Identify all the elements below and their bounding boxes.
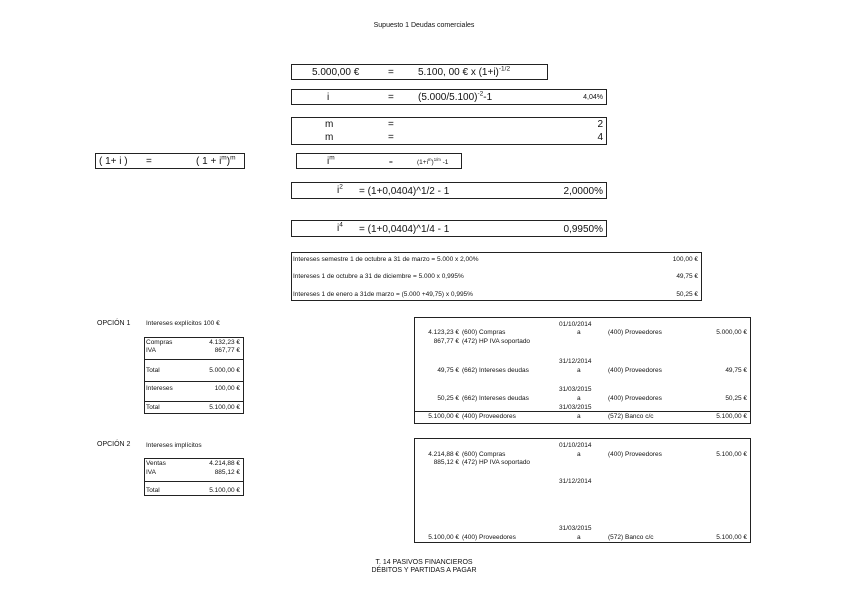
footer-line-2: DÉBITOS Y PARTIDAS A PAGAR	[371, 567, 477, 574]
equation-box-i2	[291, 182, 607, 199]
interest-value-3: 50,25 €	[676, 291, 698, 298]
formula-left-a: ( 1+ i )	[99, 156, 128, 167]
credit-account: (400) Proveedores	[608, 367, 662, 374]
page-title: Supuesto 1 Deudas comerciales	[373, 22, 475, 29]
eq4-i: $i^2$	[337, 183, 343, 196]
m-var-2: m	[325, 132, 334, 143]
debit-amount: 4.214,88 €	[428, 451, 459, 458]
eq4-expr: = (1+0,0404)^1/2 - 1	[359, 186, 450, 197]
opt1-row-value: 5.000,00 €	[209, 367, 240, 374]
formula-i: $i^m$	[327, 154, 335, 167]
m-val-2: 4	[597, 132, 603, 143]
option2-journal	[414, 438, 751, 543]
interest-value-2: 49,75 €	[676, 273, 698, 280]
opt1-row-label: Total	[146, 404, 160, 411]
interest-label-3: Intereses 1 de enero a 31de marzo = (5.000 +49,75) x 0,995%	[293, 291, 473, 298]
credit-amount: 5.000,00 €	[716, 329, 747, 336]
eq2-equals: =	[388, 92, 394, 103]
option2-summary	[144, 458, 244, 496]
journal-date: 31/12/2014	[559, 358, 592, 365]
divider	[145, 401, 243, 402]
eq2-result: 4,04%	[583, 94, 603, 101]
journal-date: 31/03/2015	[559, 404, 592, 411]
m-val-1: 2	[597, 119, 603, 130]
debit-account: (600) Compras	[462, 329, 506, 336]
option2-desc: Intereses implícitos	[146, 442, 202, 449]
eq5-expr: = (1+0,0404)^1/4 - 1	[359, 224, 450, 235]
opt1-row-value: 867,77 €	[214, 347, 240, 354]
debit-amount: 867,77 €	[433, 338, 459, 345]
equation-box-1	[291, 64, 548, 80]
footer-line-1: T. 14 PASIVOS FINANCIEROS	[375, 559, 473, 566]
option2-label: OPCIÓN 2	[97, 441, 131, 448]
equation-box-2	[291, 89, 607, 105]
credit-account: (400) Proveedores	[608, 329, 662, 336]
opt1-row-value: 100,00 €	[214, 385, 240, 392]
credit-account: (400) Proveedores	[608, 395, 662, 402]
eq2-expr: $(5.000/5.100)^{-2}-1$	[418, 90, 493, 103]
formula-left-b: ( $1 + i^m)^m$	[196, 154, 236, 167]
m-var-1: m	[325, 119, 334, 130]
opt2-row-value: 4.214,88 €	[209, 460, 240, 467]
debit-account: (400) Proveedores	[462, 534, 516, 541]
debit-account: (662) Intereses deudas	[462, 395, 529, 402]
divider	[145, 481, 243, 482]
journal-a: a	[577, 451, 581, 458]
divider	[145, 381, 243, 382]
formula-left-box	[95, 153, 245, 169]
opt1-row-label: Intereses	[146, 385, 173, 392]
equation-box-m	[291, 117, 607, 145]
credit-amount: 5.100,00 €	[716, 413, 747, 420]
option1-desc: Intereses explícitos 100 €	[146, 320, 220, 327]
journal-a: a	[577, 395, 581, 402]
interest-box	[291, 252, 702, 301]
opt2-row-label: IVA	[146, 469, 156, 476]
opt2-row-label: Total	[146, 487, 160, 494]
debit-account: (472) HP IVA soportado	[462, 338, 531, 345]
journal-a: a	[577, 329, 581, 336]
equation-box-i4	[291, 220, 607, 237]
debit-account: (662) Intereses deudas	[462, 367, 529, 374]
interest-label-2: Intereses 1 de octubre a 31 de diciembre = 5.000 x 0,995%	[293, 273, 464, 280]
debit-account: (472) HP IVA soportado	[462, 459, 531, 466]
debit-amount: 50,25 €	[437, 395, 459, 402]
credit-amount: 50,25 €	[725, 395, 747, 402]
debit-amount: 49,75 €	[437, 367, 459, 374]
credit-amount: 49,75 €	[725, 367, 747, 374]
debit-amount: 5.100,00 €	[428, 534, 459, 541]
formula-expr: $(1+i^m)^{1/m}$ -1	[417, 156, 449, 166]
divider	[145, 359, 243, 360]
opt1-row-label: IVA	[146, 347, 156, 354]
journal-date: 31/12/2014	[559, 478, 592, 485]
opt1-row-label: Compras	[146, 339, 173, 346]
debit-amount: 5.100,00 €	[428, 413, 459, 420]
eq5-i: $i^4$	[337, 221, 343, 234]
debit-account: (600) Compras	[462, 451, 506, 458]
credit-amount: 5.100,00 €	[716, 534, 747, 541]
opt2-row-value: 885,12 €	[214, 469, 240, 476]
option1-summary	[144, 337, 244, 414]
journal-date: 01/10/2014	[559, 442, 592, 449]
m-eq-1: =	[388, 119, 394, 130]
debit-amount: 885,12 €	[433, 459, 459, 466]
divider	[415, 411, 750, 412]
journal-a: a	[577, 367, 581, 374]
formula-box	[296, 153, 462, 169]
debit-account: (400) Proveedores	[462, 413, 516, 420]
journal-a: a	[577, 413, 581, 420]
opt2-row-value: 5.100,00 €	[209, 487, 240, 494]
journal-a: a	[577, 534, 581, 541]
credit-account: (572) Banco c/c	[608, 534, 654, 541]
debit-amount: 4.123,23 €	[428, 329, 459, 336]
journal-date: 31/03/2015	[559, 525, 592, 532]
eq2-left: i	[327, 92, 330, 103]
eq1-equals: =	[388, 67, 394, 78]
credit-account: (400) Proveedores	[608, 451, 662, 458]
journal-date: 01/10/2014	[559, 321, 592, 328]
option1-journal	[414, 317, 751, 424]
credit-amount: 5.100,00 €	[716, 451, 747, 458]
opt1-row-value: 5.100,00 €	[209, 404, 240, 411]
formula-left-eq: =	[146, 156, 152, 167]
formula-eq: =	[389, 159, 393, 166]
journal-date: 31/03/2015	[559, 386, 592, 393]
eq5-result: 0,9950%	[563, 224, 603, 235]
credit-account: (572) Banco c/c	[608, 413, 654, 420]
interest-value-1: 100,00 €	[672, 256, 698, 263]
interest-label-1: Intereses semestre 1 de octubre a 31 de marzo = 5.000 x 2,00%	[293, 256, 479, 263]
eq1-right: 5.100, 00 € x $(1+i)^{-1/2}$	[418, 65, 511, 78]
m-eq-2: =	[388, 132, 394, 143]
opt1-row-value: 4.132,23 €	[209, 339, 240, 346]
opt2-row-label: Ventas	[146, 460, 166, 467]
opt1-row-label: Total	[146, 367, 160, 374]
option1-label: OPCIÓN 1	[97, 320, 131, 327]
eq1-left: 5.000,00 €	[312, 67, 360, 78]
eq4-result: 2,0000%	[563, 186, 603, 197]
